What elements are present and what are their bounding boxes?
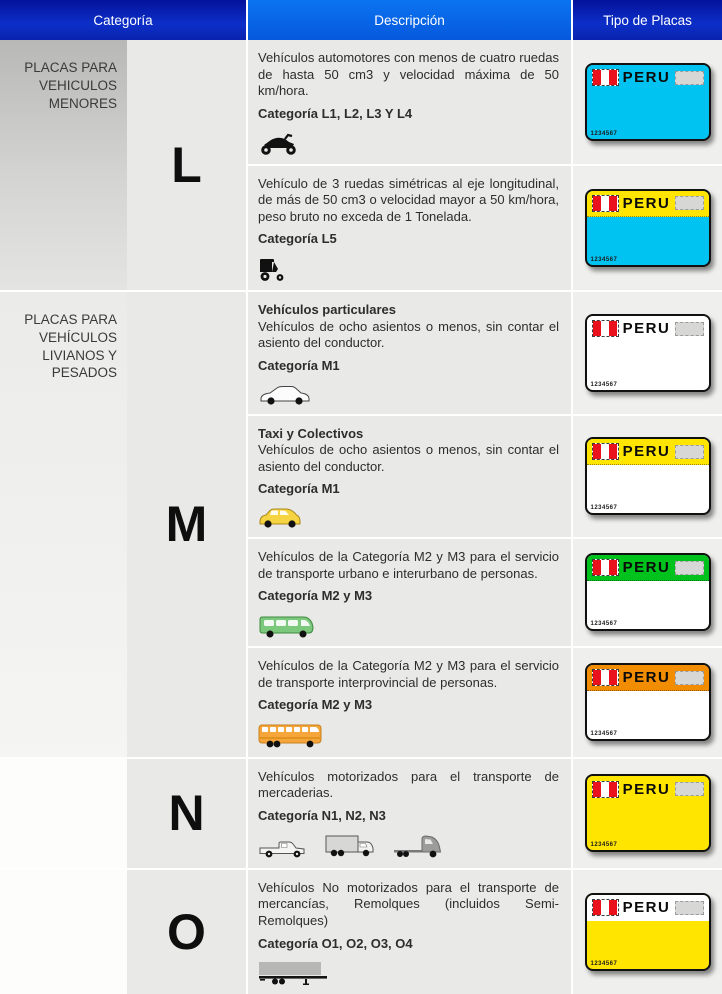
license-plate	[585, 893, 711, 971]
table-row	[246, 537, 722, 646]
plate-cell	[573, 759, 722, 868]
table-row	[246, 164, 722, 291]
category-letter: M	[127, 292, 246, 757]
plate-sticker	[675, 196, 704, 210]
description-category: Categoría O1, O2, O3, O4	[258, 935, 413, 951]
description-category: Categoría M2 y M3	[258, 588, 373, 604]
plate-band	[587, 555, 709, 581]
description-body: Vehículos motorizados para el transporte de mercaderias.	[258, 768, 559, 801]
plate-band	[587, 776, 709, 802]
description-cell	[246, 416, 573, 538]
peru-flag-icon	[592, 69, 619, 86]
table-row	[246, 870, 722, 994]
plate-body	[587, 802, 709, 850]
category-letter: L	[127, 40, 246, 290]
plate-sticker	[675, 671, 704, 685]
description-cell	[246, 648, 573, 757]
description-cell	[246, 166, 573, 291]
description-cell	[246, 40, 573, 164]
description-cell	[246, 759, 573, 868]
box-truck-icon	[324, 834, 376, 860]
table-row	[246, 40, 722, 164]
plate-serial: 1234567	[590, 960, 618, 967]
plate-country: PERU	[622, 194, 671, 212]
description-body: Vehículos de la Categoría M2 y M3 para el servicio de transporte urbano e interurbano de personas.	[258, 549, 559, 581]
bus-icon	[258, 723, 324, 749]
peru-flag-icon	[592, 443, 619, 460]
plate-serial: 1234567	[590, 256, 618, 263]
plate-cell	[573, 870, 722, 994]
plate-cell	[573, 648, 722, 757]
plate-sticker	[675, 322, 704, 336]
motorcycle-icon	[258, 132, 298, 156]
plate-serial: 1234567	[590, 842, 618, 849]
plate-country: PERU	[622, 320, 671, 338]
mototaxi-icon	[258, 257, 286, 282]
plate-country: PERU	[622, 899, 671, 917]
plate-cell	[573, 292, 722, 414]
description-category: Categoría N1, N2, N3	[258, 808, 386, 823]
peru-flag-icon	[592, 781, 619, 798]
pickup-truck-icon	[258, 838, 308, 860]
group-m	[0, 290, 722, 757]
plate-serial: 1234567	[590, 130, 618, 137]
license-plate	[585, 437, 711, 515]
plate-serial: 1234567	[590, 731, 618, 738]
description-body: Vehículos No motorizados para el transporte de mercancías, Remolques (incluidos Semi-Remolques)	[258, 879, 559, 928]
table-row	[246, 759, 722, 868]
description-cell	[246, 870, 573, 994]
group-label	[0, 870, 127, 994]
license-plate	[585, 774, 711, 852]
plate-cell	[573, 539, 722, 646]
description-body: Vehículo de 3 ruedas simétricas al eje longitudinal, de más de 50 cm3 o velocidad mayor a 50 km/hora, peso bruto no exceda de 1 Tonelada.	[258, 175, 559, 224]
header-description: Descripción	[246, 0, 573, 40]
peru-flag-icon	[592, 669, 619, 686]
description-cell	[246, 292, 573, 414]
license-plate	[585, 553, 711, 631]
header-category: Categoría	[0, 0, 246, 40]
plate-cell	[573, 40, 722, 164]
description-body: Vehículos de ocho asientos o menos, sin contar el asiento del conductor.	[258, 318, 559, 351]
trailer-icon	[258, 961, 328, 986]
description-category: Categoría L1, L2, L3 Y L4	[258, 105, 413, 121]
group-label: PLACAS PARA VEHÍCULOS LIVIANOS Y PESADOS	[0, 292, 127, 757]
table-header	[0, 0, 722, 40]
description-category: Categoría M1	[258, 481, 340, 497]
description-category: Categoría M1	[258, 357, 340, 373]
plate-country: PERU	[622, 559, 671, 577]
description-body: Vehículos de la Categoría M2 y M3 para el servicio de transporte interprovincial de personas.	[258, 657, 559, 690]
description-cell	[246, 539, 573, 646]
table-row	[246, 414, 722, 538]
plate-body	[587, 217, 709, 265]
plate-serial: 1234567	[590, 381, 618, 388]
category-letter: N	[127, 759, 246, 868]
plate-serial: 1234567	[590, 505, 618, 512]
description-title: Vehículos particulares	[258, 302, 397, 317]
plate-country: PERU	[622, 443, 671, 461]
plate-sticker	[675, 445, 704, 459]
plate-body	[587, 91, 709, 139]
license-plate	[585, 663, 711, 741]
plate-country: PERU	[622, 669, 671, 687]
plate-band	[587, 65, 709, 91]
group-label	[0, 759, 127, 868]
category-letter: O	[127, 870, 246, 994]
plate-band	[587, 316, 709, 342]
peru-flag-icon	[592, 320, 619, 337]
plate-country: PERU	[622, 69, 671, 87]
plate-country: PERU	[622, 780, 671, 798]
plate-body	[587, 921, 709, 969]
plate-cell	[573, 416, 722, 538]
car-icon	[258, 384, 312, 406]
plate-body	[587, 691, 709, 739]
plate-cell	[573, 166, 722, 291]
group-n	[0, 757, 722, 868]
plate-body	[587, 342, 709, 390]
group-label: PLACAS PARA VEHICULOS MENORES	[0, 40, 127, 290]
semi-truck-icon	[392, 834, 442, 860]
peru-flag-icon	[592, 195, 619, 212]
plate-body	[587, 581, 709, 629]
license-plate	[585, 63, 711, 141]
group-l	[0, 40, 722, 290]
header-plate-type: Tipo de Placas	[573, 0, 722, 40]
license-plate	[585, 314, 711, 392]
plate-sticker	[675, 71, 704, 85]
plate-serial: 1234567	[590, 621, 618, 628]
description-category: Categoría L5	[258, 231, 337, 247]
plate-band	[587, 665, 709, 691]
plate-sticker	[675, 901, 704, 915]
van-icon	[258, 614, 316, 638]
plate-sticker	[675, 782, 704, 796]
plate-band	[587, 439, 709, 465]
plate-band	[587, 191, 709, 217]
peru-flag-icon	[592, 559, 619, 576]
group-o	[0, 868, 722, 994]
plate-sticker	[675, 561, 704, 575]
description-title: Taxi y Colectivos	[258, 425, 364, 441]
taxi-icon	[258, 507, 302, 529]
table-row	[246, 292, 722, 414]
plate-band	[587, 895, 709, 921]
description-body: Vehículos de ocho asientos o menos, sin contar el asiento del conductor.	[258, 442, 559, 474]
peru-flag-icon	[592, 899, 619, 916]
description-category: Categoría M2 y M3	[258, 697, 373, 713]
table-row	[246, 646, 722, 757]
license-plate	[585, 189, 711, 267]
description-body: Vehículos automotores con menos de cuatro ruedas de hasta 50 cm3 y velocidad máxima de 50 km/hora.	[258, 50, 559, 99]
plate-body	[587, 465, 709, 513]
